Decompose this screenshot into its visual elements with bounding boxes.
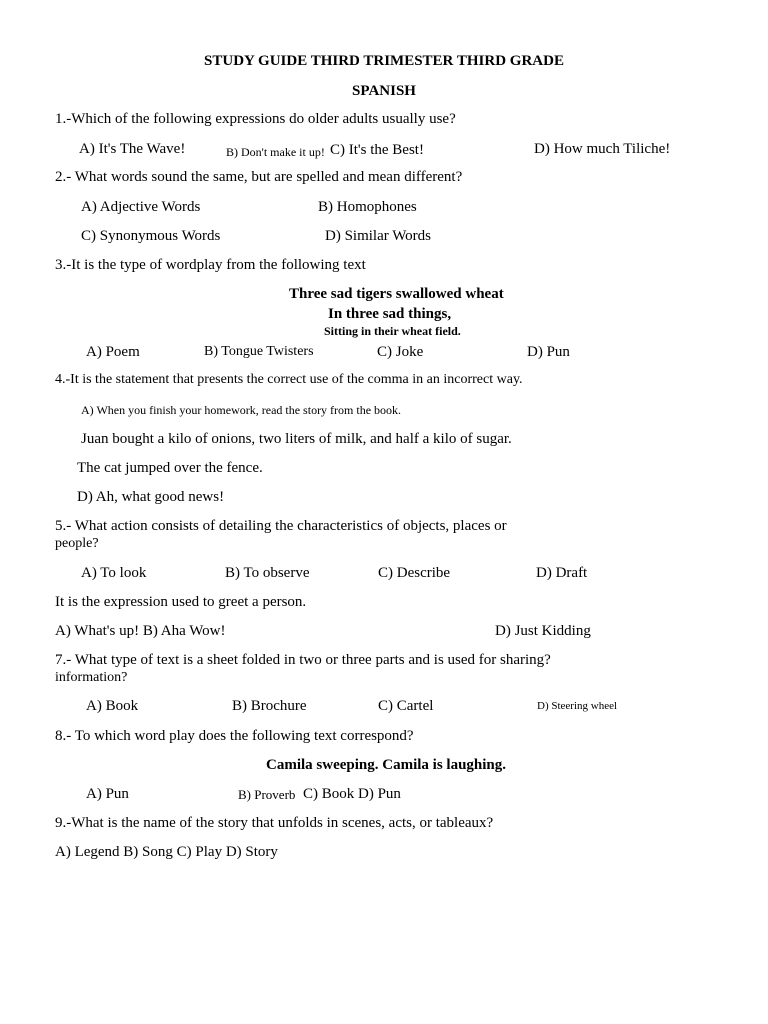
q3-verse-line-1: Three sad tigers swallowed wheat — [289, 286, 504, 302]
q3-option-b: B) Tongue Twisters — [204, 344, 314, 359]
q3-option-c: C) Joke — [377, 344, 424, 360]
question-4: 4.-It is the statement that presents the correct use of the comma in an incorrect way. — [55, 372, 523, 387]
q2-option-a: A) Adjective Words — [81, 199, 201, 215]
question-6: It is the expression used to greet a person. — [55, 594, 307, 610]
q7-option-b: B) Brochure — [232, 698, 307, 714]
question-5-line-1: 5.- What action consists of detailing the characteristics of objects, places or — [55, 518, 507, 534]
q1-option-d: D) How much Tiliche! — [534, 141, 671, 157]
q5-option-d: D) Draft — [536, 565, 588, 581]
q4-option-c: The cat jumped over the fence. — [77, 460, 263, 476]
question-8: 8.- To which word play does the following text correspond? — [55, 728, 414, 744]
q7-option-c: C) Cartel — [378, 698, 434, 714]
q1-option-c: C) It's the Best! — [330, 142, 424, 158]
q3-verse-line-2: In three sad things, — [328, 306, 452, 322]
question-5-line-2: people? — [55, 536, 99, 551]
q1-option-a: A) It's The Wave! — [79, 141, 186, 157]
q8-option-b: B) Proverb — [238, 787, 296, 802]
q9-options: A) Legend B) Song C) Play D) Story — [55, 844, 278, 860]
question-9: 9.-What is the name of the story that unfolds in scenes, acts, or tableaux? — [55, 815, 494, 831]
question-3: 3.-It is the type of wordplay from the following text — [55, 257, 366, 273]
q2-option-b: B) Homophones — [318, 199, 417, 215]
q4-option-d: D) Ah, what good news! — [77, 489, 225, 505]
q5-option-a: A) To look — [81, 565, 147, 581]
q8-options-cd: C) Book D) Pun — [303, 786, 401, 802]
question-7-line-1: 7.- What type of text is a sheet folded in two or three parts and is used for sharing? — [55, 652, 551, 668]
question-7-line-2: information? — [55, 670, 128, 685]
q3-option-d: D) Pun — [527, 344, 570, 360]
q6-options-ab: A) What's up! B) Aha Wow! — [55, 623, 226, 639]
q7-option-a: A) Book — [86, 698, 139, 714]
q8-quote: Camila sweeping. Camila is laughing. — [266, 757, 507, 773]
question-1: 1.-Which of the following expressions do older adults usually use? — [55, 111, 456, 127]
q4-option-b: Juan bought a kilo of onions, two liters of milk, and half a kilo of sugar. — [81, 431, 512, 447]
q2-option-d: D) Similar Words — [325, 228, 432, 244]
q4-option-a: A) When you finish your homework, read the story from the book. — [81, 403, 402, 417]
q6-option-d: D) Just Kidding — [495, 623, 591, 639]
q5-option-b: B) To observe — [225, 565, 310, 581]
q5-option-c: C) Describe — [378, 565, 451, 581]
q7-option-d: D) Steering wheel — [537, 700, 618, 712]
q3-option-a: A) Poem — [86, 344, 140, 360]
q8-option-a: A) Pun — [86, 786, 129, 802]
page-subtitle: SPANISH — [352, 83, 416, 99]
q1-option-b: B) Don't make it up! — [226, 145, 325, 159]
question-2: 2.- What words sound the same, but are spelled and mean different? — [55, 169, 463, 185]
q3-verse-line-3: Sitting in their wheat field. — [324, 324, 461, 338]
page-title: STUDY GUIDE THIRD TRIMESTER THIRD GRADE — [204, 53, 564, 69]
q2-option-c: C) Synonymous Words — [81, 228, 221, 244]
